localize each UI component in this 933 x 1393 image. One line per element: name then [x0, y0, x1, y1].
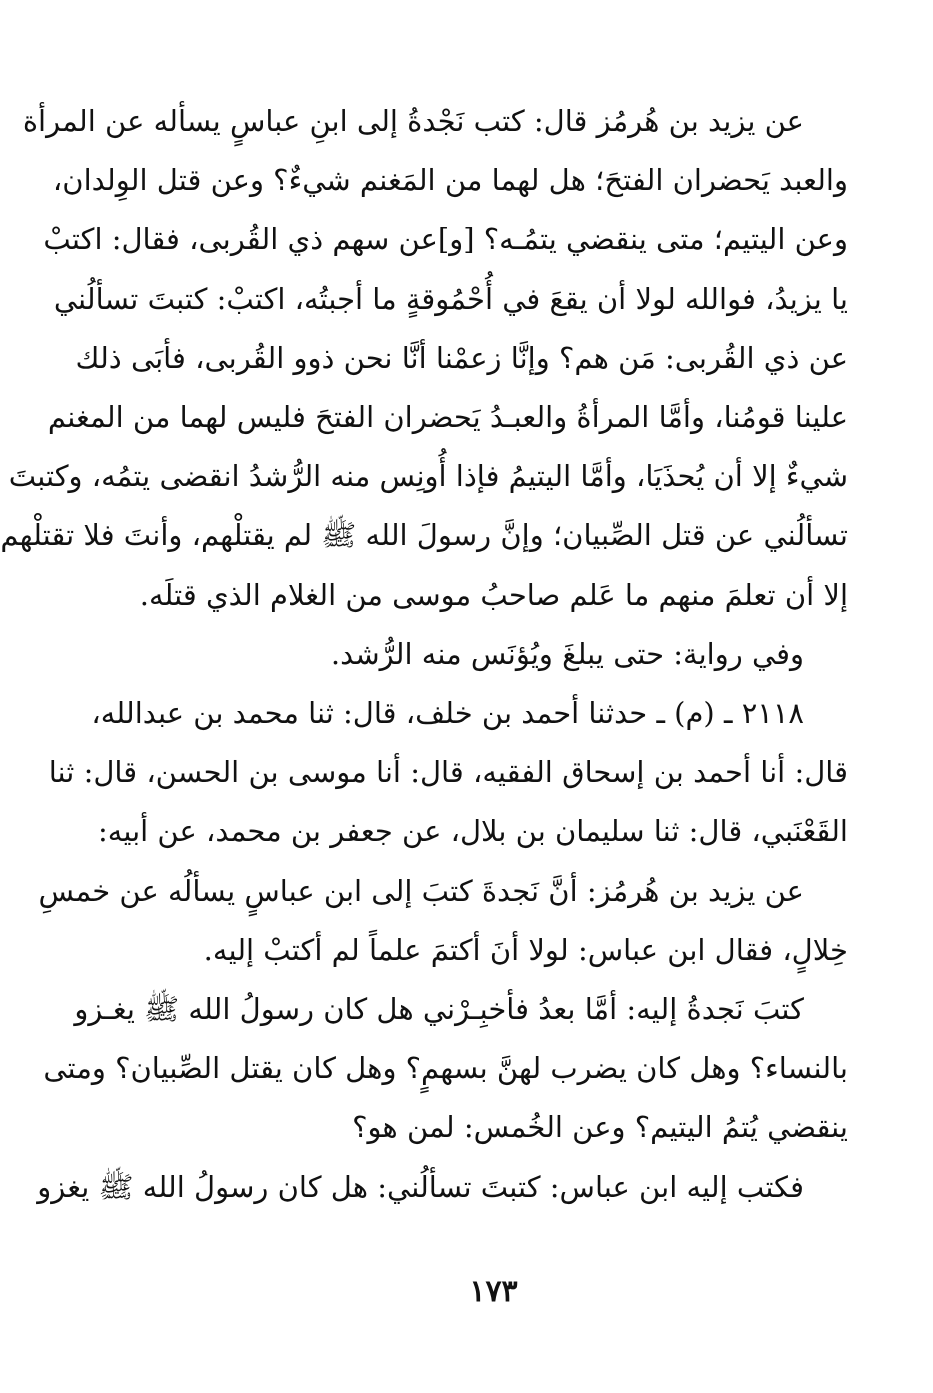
text-line: عن ذي القُربى: مَن هم؟ وإنَّا زعمْنا أنَّا نحن ذوو القُربى، فأبَى ذلك [75, 340, 848, 375]
text-line: وعن اليتيم؛ متى ينقضي يتمُـه؟ [و]عن سهم ذي القُربى، فقال: اكتبْ [43, 222, 848, 257]
text-line: تسألُني عن قتل الصِّبيان؛ وإنَّ رسولَ الله ﷺ لم يقتلْهم، وأنتَ فلا تقتلْهم [0, 518, 848, 553]
text-line: قال: أنا أحمد بن إسحاق الفقيه، قال: أنا موسى بن الحسن، قال: ثنا [48, 755, 848, 790]
hadith-isnad-2118 [48, 684, 848, 862]
text-line: خِلالٍ، فقال ابن عباس: لولا أنَ أكتمَ علماً لم أكتبْ إليه. [203, 932, 848, 967]
text-line: وفي رواية: حتى يبلغَ ويُؤنَس منه الرُّشد. [330, 636, 804, 671]
text-line: يا يزيدُ، فوالله لولا أن يقعَ في أُحْمُوقةٍ ما أجبتُه، اكتبْ: كتبتَ تسألُني [53, 281, 848, 316]
text-line: عن يزيد بن هُرمُز قال: كتب نَجْدةُ إلى ابنِ عباسٍ يسأله عن المرأة [22, 104, 804, 138]
paragraph-2 [132, 625, 848, 684]
text-line: والعبد يَحضران الفتحَ؛ هل لهما من المَغنم شيءٌ؟ وعن قتل الوِلدان، [52, 163, 848, 198]
text-line: بالنساء؟ وهل كان يضرب لهنَّ بسهمٍ؟ وهل كان يقتل الصِّبيان؟ ومتى [43, 1051, 848, 1086]
text-line: فكتب إليه ابن عباس: كتبتَ تسألُني: هل كان رسولُ الله ﷺ يغزو [37, 1169, 804, 1204]
text-line: عن يزيد بن هُرمُز: أنَّ نَجدةَ كتبَ إلى ابن عباسٍ يسألُه عن خمسِ [38, 873, 804, 908]
text-line: إلا أن تعلمَ منهم ما عَلم صاحبُ موسى من الغلام الذي قتلَه. [139, 577, 848, 612]
text-line: علينا قومُنا، وأمَّا المرأةُ والعبـدُ يَحضران الفتحَ فليس لهما من المغنم [47, 400, 848, 435]
text-line: القَعْنَبي، قال: ثنا سليمان بن بلال، عن جعفر بن محمد، عن أبيه: [98, 814, 848, 849]
text-line: شيءٌ إلا أن يُحذَيَا، وأمَّا اليتيمُ فإذا أُونِس منه الرُّشدُ انقضى يتمُه، وكتبتَ [8, 459, 848, 494]
text-line: كتبَ نَجدةُ إليه: أمَّا بعدُ فأخبِـرْني هل كان رسولُ الله ﷺ يغـزو [74, 992, 804, 1027]
text-line: ينقضي يُتمُ اليتيم؟ وعن الخُمس: لمن هو؟ [352, 1110, 848, 1145]
page-number: ١٧٣ [469, 1274, 518, 1309]
paragraph-4 [38, 862, 848, 980]
paragraph-5 [43, 980, 848, 1158]
hadith-number-line: ٢١١٨ ـ (م) ـ حدثنا أحمد بن خلف، قال: ثنا محمد بن عبدالله، [91, 696, 804, 731]
paragraph-6 [37, 1158, 848, 1217]
paragraph-1 [0, 92, 848, 625]
page-body [0, 92, 848, 1217]
